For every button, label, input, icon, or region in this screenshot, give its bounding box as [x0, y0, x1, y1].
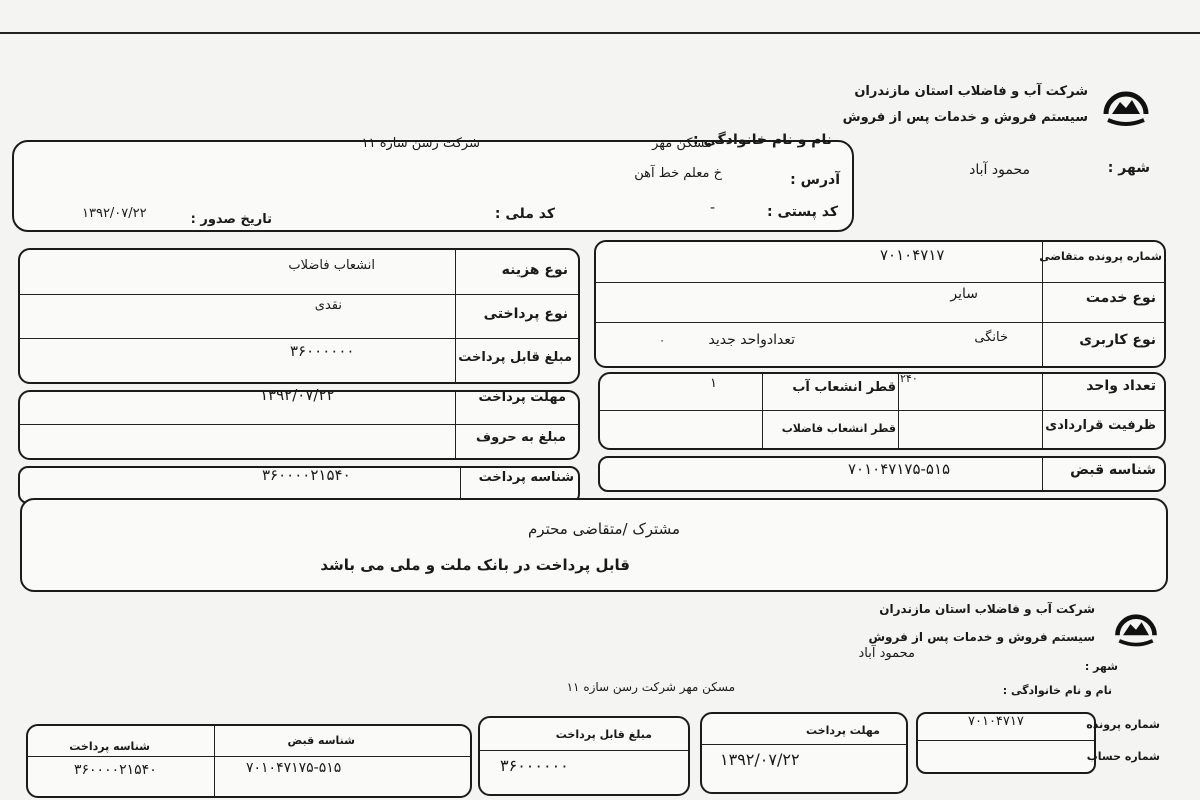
postal-code-label: کد پستی :	[767, 204, 838, 220]
stub-company-logo	[1110, 600, 1162, 652]
amount-due-value: ۳۶۰۰۰۰۰۰	[290, 342, 355, 360]
water-diameter-value: ۱	[710, 376, 717, 391]
payment-id-label: شناسه پرداخت	[478, 470, 574, 485]
stub-deadline-value: ۱۳۹۲/۰۷/۲۲	[720, 750, 800, 769]
usage-type-value: خانگی	[974, 330, 1008, 345]
file-number-value: ۷۰۱۰۴۷۱۷	[880, 246, 945, 264]
stub-file-number-value: ۷۰۱۰۴۷۱۷	[968, 714, 1024, 729]
stub-deadline-line	[702, 744, 906, 745]
units-row-line	[600, 410, 1164, 411]
company-name: شرکت آب و فاضلاب استان مازندران	[854, 84, 1088, 99]
stub-payment-id-value: ۳۶۰۰۰۰۲۱۵۴۰	[74, 762, 157, 778]
system-name: سیستم فروش و خدمات پس از فروش	[842, 110, 1088, 125]
payment-type-value: نقدی	[314, 298, 342, 313]
service-type-value: سایر	[950, 286, 978, 302]
file-number-label: شماره پرونده متقاضی	[1039, 250, 1162, 263]
notice-line-1: مشترک /متقاضی محترم	[528, 520, 680, 538]
issue-date-label: تاریخ صدور :	[190, 212, 272, 227]
customer-name-2: شرکت رسن سازه ۱۱	[361, 136, 480, 151]
stub-amount-label: مبلغ قابل پرداخت	[555, 728, 652, 741]
units-count-label: تعداد واحد	[1086, 378, 1156, 394]
cost-type-label: نوع هزینه	[501, 262, 568, 278]
water-company-logo-icon	[1098, 76, 1154, 132]
notice-box	[20, 498, 1168, 592]
bill-id-label: شناسه قبض	[1070, 462, 1156, 478]
city-value: محمود آباد	[969, 162, 1030, 178]
customer-name-1: مسکن مهر	[652, 136, 712, 151]
deadline-row-line	[20, 424, 578, 425]
company-logo	[1098, 76, 1154, 132]
issue-date-value: ۱۳۹۲/۰۷/۲۲	[82, 206, 147, 221]
stub-city-label: شهر :	[1084, 660, 1118, 673]
customer-name-label: نام و نام خانوادگی :	[692, 132, 832, 148]
stub-deadline-label: مهلت پرداخت	[806, 724, 880, 737]
stub-company-name: شرکت آب و فاضلاب استان مازندران	[879, 602, 1095, 616]
units-box-divider-1	[1042, 374, 1043, 448]
stub-city-value: محمود آباد	[858, 646, 915, 661]
city-label: شهر :	[1107, 160, 1150, 176]
stub-ids-divider	[214, 726, 215, 796]
cost-type-value: انشعاب فاضلاب	[288, 258, 375, 273]
cost-row-line-1	[20, 294, 578, 295]
payment-type-label: نوع پرداختی	[483, 306, 568, 322]
deadline-label: مهلت پرداخت	[478, 390, 566, 405]
deadline-box-divider	[455, 392, 456, 458]
new-units-value: ۰	[659, 334, 665, 347]
stub-system-name: سیستم فروش و خدمات پس از فروش	[868, 630, 1095, 644]
service-type-label: نوع خدمت	[1085, 290, 1156, 306]
units-box-divider-2	[898, 374, 899, 448]
cost-box-divider	[455, 250, 456, 382]
units-box-divider-3	[762, 374, 763, 448]
stub-bill-id-value: ۷۰۱۰۴۷۱۷۵-۵۱۵	[246, 760, 342, 776]
stub-name-label: نام و نام خانوادگی :	[1002, 684, 1112, 697]
stub-bill-id-label: شناسه قبض	[287, 734, 355, 747]
file-row-line-1	[596, 282, 1164, 283]
contract-capacity-label: ظرفیت قراردادی	[1045, 418, 1156, 433]
file-row-line-2	[596, 322, 1164, 323]
cost-row-line-2	[20, 338, 578, 339]
address-label: آدرس :	[790, 172, 840, 188]
stub-amount-line	[480, 750, 688, 751]
new-units-label: تعدادواحد جدید	[708, 332, 795, 348]
payment-id-value: ۳۶۰۰۰۰۲۱۵۴۰	[262, 466, 351, 484]
top-edge-line	[0, 32, 1200, 34]
stub-ids-line	[28, 756, 470, 757]
units-count-value: ۲۴۰	[900, 372, 918, 385]
payment-id-divider	[460, 468, 461, 502]
usage-type-label: نوع کاربری	[1079, 332, 1156, 348]
stub-file-box-line	[918, 740, 1094, 741]
postal-code-value: -	[709, 200, 715, 216]
deadline-value: ۱۳۹۲/۰۷/۲۲	[260, 386, 335, 404]
stub-account-label: شماره حساب	[1086, 750, 1160, 763]
water-diameter-label: قطر انشعاب آب	[792, 380, 896, 395]
national-code-label: کد ملی :	[494, 206, 555, 222]
amount-in-words-label: مبلغ به حروف	[476, 430, 566, 445]
stub-amount-value: ۳۶۰۰۰۰۰۰	[500, 756, 569, 775]
bill-id-divider	[1042, 458, 1043, 490]
notice-line-2: قابل پرداخت در بانک ملت و ملی می باشد	[320, 556, 630, 574]
address-value: خ معلم خط آهن	[634, 166, 722, 181]
bill-id-value: ۷۰۱۰۴۷۱۷۵-۵۱۵	[848, 460, 951, 478]
amount-due-label: مبلغ قابل پرداخت	[458, 350, 572, 365]
stub-name-value: مسکن مهر شرکت رسن سازه ۱۱	[566, 680, 735, 694]
stub-water-company-logo-icon	[1110, 600, 1162, 652]
stub-file-number-label: شماره پرونده	[1086, 718, 1160, 731]
sewer-diameter-label: قطر انشعاب فاضلاب	[781, 422, 896, 435]
stub-payment-id-label: شناسه پرداخت	[69, 740, 150, 753]
